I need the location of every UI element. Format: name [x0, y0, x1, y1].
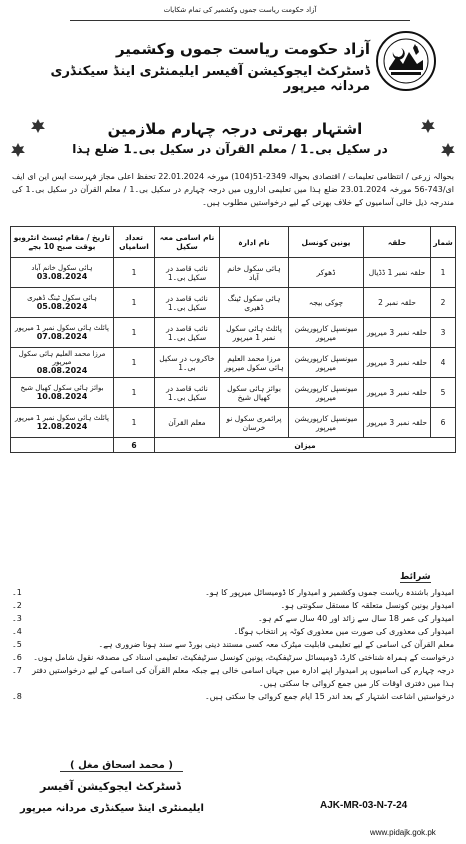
reference-number: AJK-MR-03-N-7-24 — [320, 800, 408, 811]
test-date: 07.08.2024 — [36, 332, 88, 341]
officer-name: ( محمد اسحاق مغل ) — [60, 760, 183, 772]
notice-subtitle: در سکیل بی۔1 / معلم القرآن در سکیل بی۔1 ضلع ہذا — [72, 142, 388, 156]
col-header-union-council: یونین کونسل — [289, 227, 364, 258]
condition-text: امیدوار کی معذوری کی صورت میں معذوری کوٹہ پر انتخاب ہوگا۔ — [233, 627, 454, 636]
serial-cell: 2 — [431, 288, 456, 318]
union-council-cell: ڈھوکر — [289, 258, 364, 288]
institution-cell: بوائز ہائی سکول کھیال شیخ — [220, 378, 289, 408]
col-header-institution: نام ادارہ — [220, 227, 289, 258]
union-council-cell: میونسپل کارپوریشن میرپور — [289, 408, 364, 438]
notice-title: اشتہار بھرتی درجہ چہارم ملازمین — [107, 120, 363, 138]
test-venue: ہائی سکول خانم آباد — [31, 264, 93, 272]
condition-item — [12, 586, 454, 599]
condition-text: درجہ چہارم کی اسامیوں پر امیدوار اپنے ادارہ میں جہاں اسامی خالی ہے جبکہ معلم القرآن کی اسامی کے لیے درخواستیں دفتر ہذا میں دفتری اوقات کار میں جمع کروائی جا سکتی ہیں۔ — [32, 666, 454, 688]
condition-number: 2۔ — [12, 601, 22, 610]
test-venue: پائلٹ ہائی سکول نمبر 1 میرپور — [15, 414, 109, 422]
col-header-serial: شمار — [431, 227, 456, 258]
post-cell: نائب قاصد در سکیل بی۔1 — [155, 318, 220, 348]
vacancy-table — [10, 226, 456, 453]
condition-item — [12, 638, 454, 651]
union-council-cell: میونسپل کارپوریشن میرپور — [289, 348, 364, 378]
col-header-count: تعداد اسامیاں — [114, 227, 155, 258]
table-row — [11, 288, 456, 318]
halqa-cell: حلقہ نمبر 2 — [364, 288, 431, 318]
post-cell: معلم القرآن — [155, 408, 220, 438]
test-date: 10.08.2024 — [36, 392, 88, 401]
post-cell: نائب قاصد در سکیل بی۔1 — [155, 288, 220, 318]
count-cell: 1 — [114, 258, 155, 288]
col-header-post: نام اسامی معہ سکیل — [155, 227, 220, 258]
total-row — [11, 438, 456, 453]
office-title: ڈسٹرکٹ ایجوکیشن آفیسر ایلیمنٹری اینڈ سیکنڈری مردانہ میرپور — [50, 64, 370, 94]
count-cell: 1 — [114, 378, 155, 408]
test-date: 12.08.2024 — [36, 422, 88, 431]
chinar-leaf-icon — [30, 118, 46, 134]
col-header-test-date: تاریخ / مقام ٹیسٹ انٹرویو بوقت صبح 10 بجے — [11, 227, 114, 258]
union-council-cell: چوکی بیجہ — [289, 288, 364, 318]
count-cell: 1 — [114, 408, 155, 438]
condition-item — [12, 690, 454, 703]
halqa-cell: حلقہ نمبر 3 میرپور — [364, 408, 431, 438]
condition-number: 7۔ — [12, 666, 22, 675]
test-date-cell — [11, 258, 114, 288]
post-cell: خاکروب در سکیل بی۔1 — [155, 348, 220, 378]
condition-item — [12, 651, 454, 664]
table-row — [11, 318, 456, 348]
table-header-row — [11, 227, 456, 258]
total-value: 6 — [114, 438, 155, 453]
table-row — [11, 258, 456, 288]
serial-cell: 4 — [431, 348, 456, 378]
condition-number: 6۔ — [12, 653, 22, 662]
total-label: میزان — [155, 438, 456, 453]
condition-item — [12, 625, 454, 638]
conditions-list — [12, 586, 454, 703]
test-date-cell — [11, 408, 114, 438]
serial-cell: 3 — [431, 318, 456, 348]
government-title: آزاد حکومت ریاست جموں وکشمیر — [115, 40, 370, 58]
condition-number: 8۔ — [12, 692, 22, 701]
union-council-cell: میونسپل کارپوریشن میرپور — [289, 378, 364, 408]
post-cell: نائب قاصد در سکیل بی۔1 — [155, 258, 220, 288]
institution-cell: پائلٹ ہائی سکول نمبر 1 میرپور — [220, 318, 289, 348]
test-date: 05.08.2024 — [36, 302, 88, 311]
test-date-cell — [11, 288, 114, 318]
condition-number: 4۔ — [12, 627, 22, 636]
institution-cell: مرزا محمد العلیم ہائی سکول میرپور — [220, 348, 289, 378]
officer-office: ایلیمنٹری اینڈ سیکنڈری مردانہ میرپور — [20, 803, 204, 814]
condition-text: درخواستیں اشاعت اشتہار کے بعد اندر 15 ایام جمع کروائی جا سکتی ہیں۔ — [205, 692, 454, 701]
table-row — [11, 408, 456, 438]
test-date-cell — [11, 348, 114, 378]
condition-number: 5۔ — [12, 640, 22, 649]
condition-number: 3۔ — [12, 614, 22, 623]
officer-title: ڈسٹرکٹ ایجوکیشن آفیسر — [40, 780, 181, 793]
halqa-cell: حلقہ نمبر 1 ڈڈیال — [364, 258, 431, 288]
serial-cell: 6 — [431, 408, 456, 438]
website-link[interactable]: www.pidajk.gok.pk — [370, 828, 436, 837]
serial-cell: 5 — [431, 378, 456, 408]
col-header-halqa: حلقہ — [364, 227, 431, 258]
condition-text: امیدوار یونین کونسل متعلقہ کا مستقل سکونتی ہو۔ — [280, 601, 454, 610]
test-date: 08.08.2024 — [36, 366, 88, 375]
table-row — [11, 378, 456, 408]
condition-item — [12, 612, 454, 625]
chinar-leaf-icon — [10, 142, 26, 158]
condition-text: درخواست کے ہمراہ شناختی کارڈ، ڈومیسائل سرٹیفکیٹ، یونین کونسل سرٹیفکیٹ، تعلیمی اسناد کی مصدقہ نقول شامل ہوں۔ — [33, 653, 454, 662]
ajk-emblem-icon — [375, 30, 437, 92]
test-date-cell — [11, 318, 114, 348]
test-date-cell — [11, 378, 114, 408]
chinar-leaf-icon — [440, 142, 456, 158]
test-date: 03.08.2024 — [36, 272, 88, 281]
total-empty-cell — [11, 438, 114, 453]
count-cell: 1 — [114, 288, 155, 318]
table-row — [11, 348, 456, 378]
count-cell: 1 — [114, 348, 155, 378]
chinar-leaf-icon — [420, 118, 436, 134]
condition-item — [12, 664, 454, 690]
condition-text: معلم القرآن کی اسامی کے لیے تعلیمی قابلیت میٹرک معہ کسی مستند دینی بورڈ سے سند ہونا ضروری ہے۔ — [98, 640, 454, 649]
condition-item — [12, 599, 454, 612]
halqa-cell: حلقہ نمبر 3 میرپور — [364, 378, 431, 408]
test-venue: پائلٹ ہائی سکول نمبر 1 میرپور — [15, 324, 109, 332]
institution-cell: ہائی سکول خانم آباد — [220, 258, 289, 288]
top-banner: آزاد حکومت ریاست جموں وکشمیر کی تمام شکایات — [70, 6, 410, 21]
institution-cell: ہائی سکول ٹینگ ڈھیری — [220, 288, 289, 318]
institution-cell: پرائمری سکول نو خرسان — [220, 408, 289, 438]
condition-number: 1۔ — [12, 588, 22, 597]
union-council-cell: میونسپل کارپوریشن میرپور — [289, 318, 364, 348]
conditions-title: شرائط — [400, 572, 431, 582]
government-emblem — [375, 30, 437, 92]
post-cell: نائب قاصد در سکیل بی۔1 — [155, 378, 220, 408]
test-venue: مرزا محمد العلیم ہائی سکول میرپور — [18, 350, 106, 366]
test-venue: ہائی سکول ٹینگ ڈھیری — [27, 294, 97, 302]
condition-text: امیدوار باشندہ ریاست جموں وکشمیر و امیدوار کا ڈومیسائل میرپور کا ہو۔ — [205, 588, 454, 597]
serial-cell: 1 — [431, 258, 456, 288]
test-venue: بوائز ہائی سکول کھیال شیخ — [20, 384, 104, 392]
condition-text: امیدوار کی عمر 18 سال سے زائد اور 40 سال سے کم ہو۔ — [257, 614, 454, 623]
notice-paragraph: بحوالہ زرعی / انتظامی تعلیمات / اقتصادی بحوالہ 2349-51(104) مورخہ 22.01.2024 تحفظ اعلی مجاز فہرست ایس این ای ایف ای/743-56 مورخہ 23.01.2024 ضلع ہذا میں تعلیمی اداروں میں درجہ چہارم در سکیل بی۔1 / معلم القرآن در سکیل بی۔1 کی مندرجہ ذیل خالی آسامیوں کے خلاف بھرتی کے لیے درخواستیں مطلوب ہیں۔ — [12, 172, 455, 207]
halqa-cell: حلقہ نمبر 3 میرپور — [364, 348, 431, 378]
halqa-cell: حلقہ نمبر 3 میرپور — [364, 318, 431, 348]
count-cell: 1 — [114, 318, 155, 348]
